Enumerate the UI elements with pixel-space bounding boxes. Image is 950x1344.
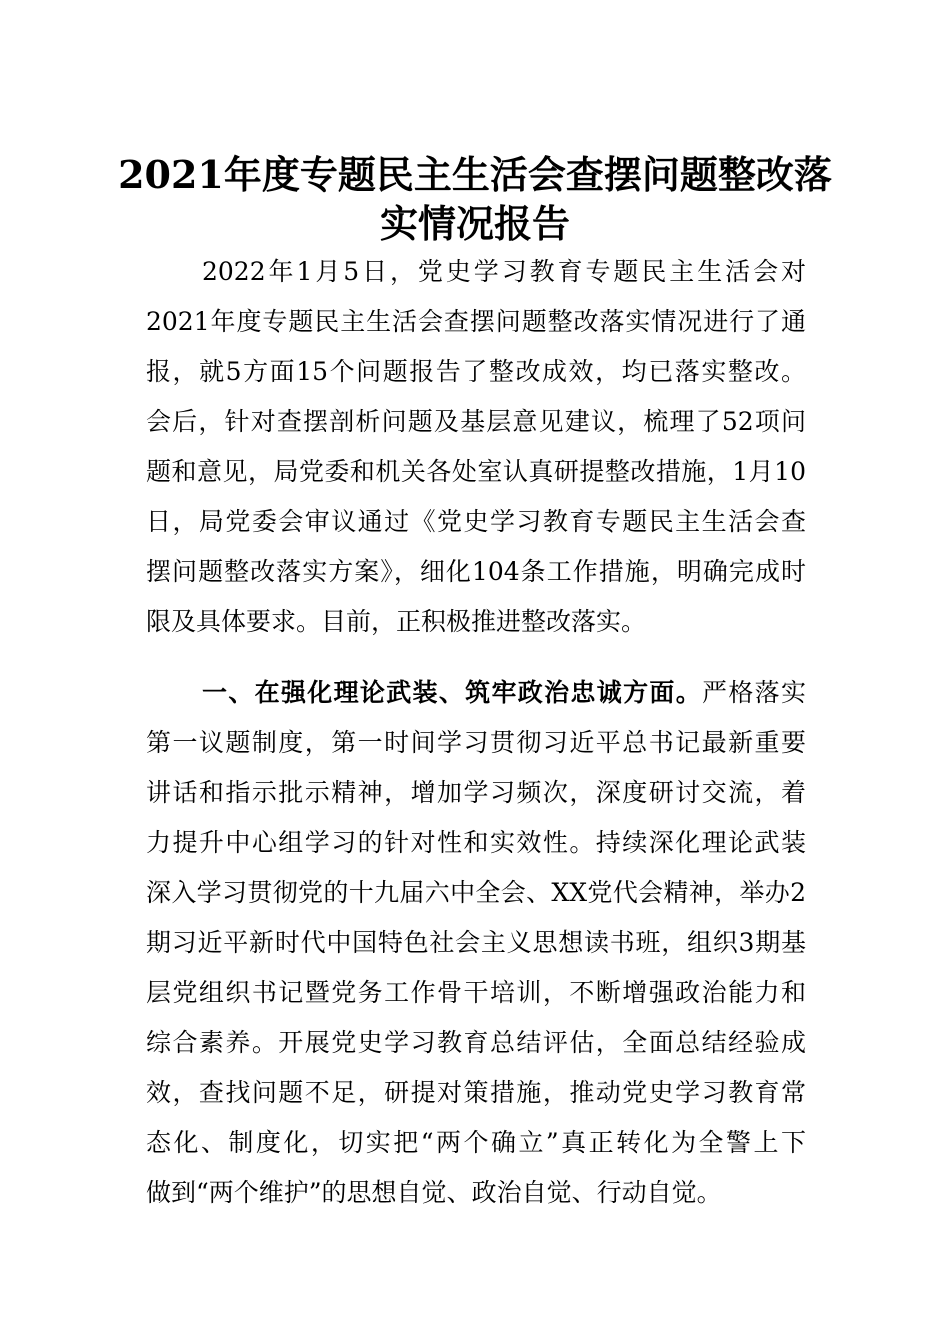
- document-title-line-1: 2021年度专题民主生活会查摆问题整改落: [118, 152, 832, 197]
- section-first-line: [146, 668, 806, 718]
- paragraph-line: 深入学习贯彻党的十九届六中全会、XX党代会精神，举办2: [146, 878, 806, 907]
- paragraph-line: 题和意见，局党委和机关各处室认真研提整改措施，1月10: [146, 457, 806, 486]
- document-title-line-2: 实情况报告: [379, 201, 570, 246]
- paragraph-line: 做到“两个维护”的思想自觉、政治自觉、行动自觉。: [146, 1178, 722, 1207]
- paragraph-line: 2021年度专题民主生活会查摆问题整改落实情况进行了通: [146, 307, 806, 336]
- paragraph-line: 会后，针对查摆剖析问题及基层意见建议，梳理了52项问: [146, 407, 806, 436]
- paragraph-line: 期习近平新时代中国特色社会主义思想读书班，组织3期基: [146, 928, 806, 957]
- paragraph-section-one: [146, 668, 806, 1218]
- paragraph-line: 限及具体要求。目前，正积极推进整改落实。: [146, 607, 647, 636]
- section-first-line-rest: 严格落实: [702, 678, 806, 707]
- paragraph-line: 力提升中心组学习的针对性和实效性。持续深化理论武装: [146, 828, 806, 857]
- paragraph-intro: [146, 247, 806, 647]
- paragraph-line: 态化、制度化，切实把“两个确立”真正转化为全警上下: [146, 1128, 806, 1157]
- paragraph-line: 综合素养。开展党史学习教育总结评估，全面总结经验成: [146, 1028, 806, 1057]
- paragraph-line: 第一议题制度，第一时间学习贯彻习近平总书记最新重要: [146, 728, 806, 757]
- paragraph-line: 层党组织书记暨党务工作骨干培训，不断增强政治能力和: [146, 978, 806, 1007]
- paragraph-line: 摆问题整改落实方案》，细化104条工作措施，明确完成时: [146, 557, 806, 586]
- paragraph-line: 讲话和指示批示精神，增加学习频次，深度研讨交流，着: [146, 778, 806, 807]
- paragraph-line: 日，局党委会审议通过《党史学习教育专题民主生活会查: [146, 507, 806, 536]
- paragraph-line: 报，就5方面15个问题报告了整改成效，均已落实整改。: [146, 357, 806, 386]
- paragraph-line: 2022年1月5日，党史学习教育专题民主生活会对: [202, 257, 806, 286]
- section-heading: 一、在强化理论武装、筑牢政治忠诚方面。: [202, 678, 703, 707]
- paragraph-line: 效，查找问题不足，研提对策措施，推动党史学习教育常: [146, 1078, 806, 1107]
